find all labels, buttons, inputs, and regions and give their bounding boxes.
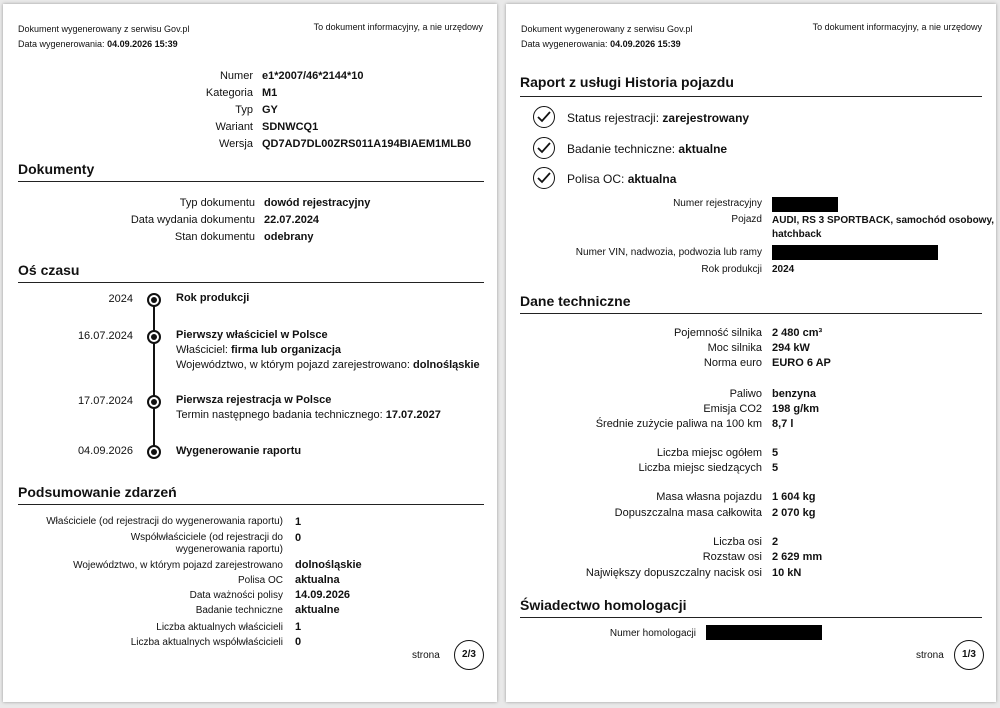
page-label: strona: [916, 650, 944, 661]
field-value: aktualne: [295, 604, 340, 616]
timeline-line: [153, 301, 155, 453]
timeline-event: Pierwszy właściciel w Polsce Właściciel: firma lub organizacja Województwo, w którym pojazd zarejestrowano: dolnośląskie: [176, 329, 480, 371]
report-title: Raport z usługi Historia pojazdu: [520, 74, 734, 90]
field-label: Numer: [219, 70, 253, 82]
field-value: 2 629 mm: [772, 551, 823, 563]
section-title-timeline: Oś czasu: [18, 262, 80, 278]
timeline-date: 04.09.2026: [77, 445, 133, 457]
timeline-event-title: Pierwsza rejestracja w Polsce: [176, 394, 332, 406]
field-label: Wariant: [215, 121, 253, 133]
field-label: Liczba miejsc siedzących: [638, 462, 762, 474]
timeline-dot: [147, 330, 161, 344]
field-value: 198 g/km: [772, 403, 820, 415]
field-label: Współwłaściciele (od rejestracji do wygenerowania raportu): [130, 532, 283, 555]
field-label: Badanie techniczne: [195, 605, 283, 616]
field-value: 8,7 l: [772, 418, 794, 430]
field-value: 1: [295, 621, 302, 633]
source-text: Dokument wygenerowany z serwisu Gov.pl: [521, 24, 693, 34]
timeline-event: Pierwsza rejestracja w Polsce Termin następnego badania technicznego: 17.07.2027: [176, 394, 441, 421]
page-number: 2/3: [454, 640, 484, 670]
section-divider: [18, 181, 484, 182]
field-value: 1 604 kg: [772, 491, 816, 503]
field-value: 10 kN: [772, 567, 802, 579]
field-value: 5: [772, 447, 779, 459]
field-label: Liczba aktualnych właścicieli: [156, 622, 283, 633]
page-header-source: [521, 22, 692, 52]
field-label: Numer VIN, nadwozia, podwozia lub ramy: [575, 247, 762, 258]
field-value: e1*2007/46*2144*10: [262, 70, 364, 82]
field-label: Rok produkcji: [701, 264, 762, 275]
check-icon: [533, 167, 555, 189]
section-divider: [520, 617, 982, 618]
field-label: Emisja CO2: [703, 403, 762, 415]
timeline-date: 16.07.2024: [77, 330, 133, 342]
field-label: Pojemność silnika: [673, 327, 762, 339]
timeline-date: 17.07.2024: [77, 395, 133, 407]
field-label: Typ: [235, 104, 253, 116]
timeline-dot: [147, 293, 161, 307]
section-divider: [18, 504, 484, 505]
report-page-1: [506, 4, 996, 702]
insurance-status: Polisa OC: aktualna: [567, 172, 677, 186]
field-label: Liczba aktualnych współwłaścicieli: [130, 637, 283, 648]
field-value: 22.07.2024: [264, 214, 320, 226]
field-value: SDNWCQ1: [262, 121, 319, 133]
field-label: Województwo, w którym pojazd zarejestrowano: [73, 560, 283, 571]
timeline-dot: [147, 395, 161, 409]
generated-label: Data wygenerowania:: [18, 39, 105, 49]
field-label: Moc silnika: [707, 342, 762, 354]
inspection-status: Badanie techniczne: aktualne: [567, 142, 728, 156]
informational-notice: To dokument informacyjny, a nie urzędowy: [313, 22, 483, 32]
field-value: 0: [295, 532, 302, 544]
field-value: dolnośląskie: [295, 559, 362, 571]
source-text: Dokument wygenerowany z serwisu Gov.pl: [18, 24, 190, 34]
field-label: Największy dopuszczalny nacisk osi: [585, 567, 762, 579]
field-value: QD7AD7DL00ZRS011A194BIAEM1MLB0: [262, 138, 472, 150]
field-value: 2024: [772, 264, 795, 275]
field-value: 2: [772, 536, 779, 548]
timeline-event-title: Wygenerowanie raportu: [176, 445, 302, 457]
timeline-event-title: Rok produkcji: [176, 292, 250, 304]
field-value: 5: [772, 462, 779, 474]
field-value: M1: [262, 87, 278, 99]
section-title-homologation: Świadectwo homologacji: [520, 597, 687, 613]
registration-status: Status rejestracji: zarejestrowany: [567, 111, 750, 125]
redacted-registration-number: [772, 197, 838, 212]
field-value: 1: [295, 516, 302, 528]
timeline-event-title: Pierwszy właściciel w Polsce: [176, 329, 328, 341]
timeline-event: [176, 444, 301, 459]
generated-label: Data wygenerowania:: [521, 39, 608, 49]
check-icon: [533, 106, 555, 128]
page-label: strona: [412, 650, 440, 661]
section-divider: [520, 313, 982, 314]
field-value: 14.09.2026: [295, 589, 351, 601]
field-label: Średnie zużycie paliwa na 100 km: [595, 418, 762, 430]
field-value: 2 070 kg: [772, 507, 816, 519]
timeline-dot: [147, 445, 161, 459]
redacted-vin: [772, 245, 938, 260]
section-title-technical: Dane techniczne: [520, 293, 631, 309]
section-divider: [18, 282, 484, 283]
field-label: Polisa OC: [237, 575, 283, 586]
field-value: benzyna: [772, 388, 817, 400]
field-label: Kategoria: [205, 87, 253, 99]
field-value: AUDI, RS 3 SPORTBACK, samochód osobowy, hatchback: [772, 215, 995, 240]
field-label: Rozstaw osi: [702, 551, 762, 563]
report-page-2: [3, 4, 497, 702]
field-label: Typ dokumentu: [179, 197, 255, 209]
field-value: aktualna: [295, 574, 340, 586]
field-label: Norma euro: [703, 357, 762, 369]
informational-notice: To dokument informacyjny, a nie urzędowy: [812, 22, 982, 32]
field-label: Numer homologacji: [609, 628, 696, 639]
redacted-homologation-number: [706, 625, 822, 640]
field-label: Liczba osi: [713, 536, 762, 548]
field-value: EURO 6 AP: [772, 357, 831, 369]
field-label: Data wydania dokumentu: [130, 214, 255, 226]
generated-value: 04.09.2026 15:39: [610, 39, 681, 49]
generated-value: 04.09.2026 15:39: [107, 39, 178, 49]
field-value: 2 480 cm³: [772, 327, 823, 339]
field-value: dowód rejestracyjny: [264, 197, 371, 209]
field-value: 294 kW: [772, 342, 810, 354]
field-label: Wersja: [218, 138, 253, 150]
timeline-date: 2024: [108, 293, 133, 305]
section-title-documents: Dokumenty: [18, 161, 95, 177]
page-number: 1/3: [954, 640, 984, 670]
check-icon: [533, 137, 555, 159]
field-value: 0: [295, 636, 302, 648]
field-label: Stan dokumentu: [174, 231, 255, 243]
field-label: Liczba miejsc ogółem: [656, 447, 762, 459]
timeline-event: [176, 291, 249, 306]
section-title-summary: Podsumowanie zdarzeń: [18, 484, 177, 500]
field-label: Data ważności polisy: [189, 590, 283, 601]
field-label: Dopuszczalna masa całkowita: [614, 507, 762, 519]
field-label: Masa własna pojazdu: [656, 491, 762, 503]
section-divider: [520, 96, 982, 97]
field-label: Właściciele (od rejestracji do wygenerowania raportu): [46, 516, 283, 527]
field-label: Numer rejestracyjny: [673, 198, 762, 209]
field-value: GY: [262, 104, 278, 116]
field-label: Pojazd: [731, 214, 762, 225]
field-value: odebrany: [264, 231, 314, 243]
page-header-source: [18, 22, 189, 52]
field-label: Paliwo: [729, 388, 762, 400]
